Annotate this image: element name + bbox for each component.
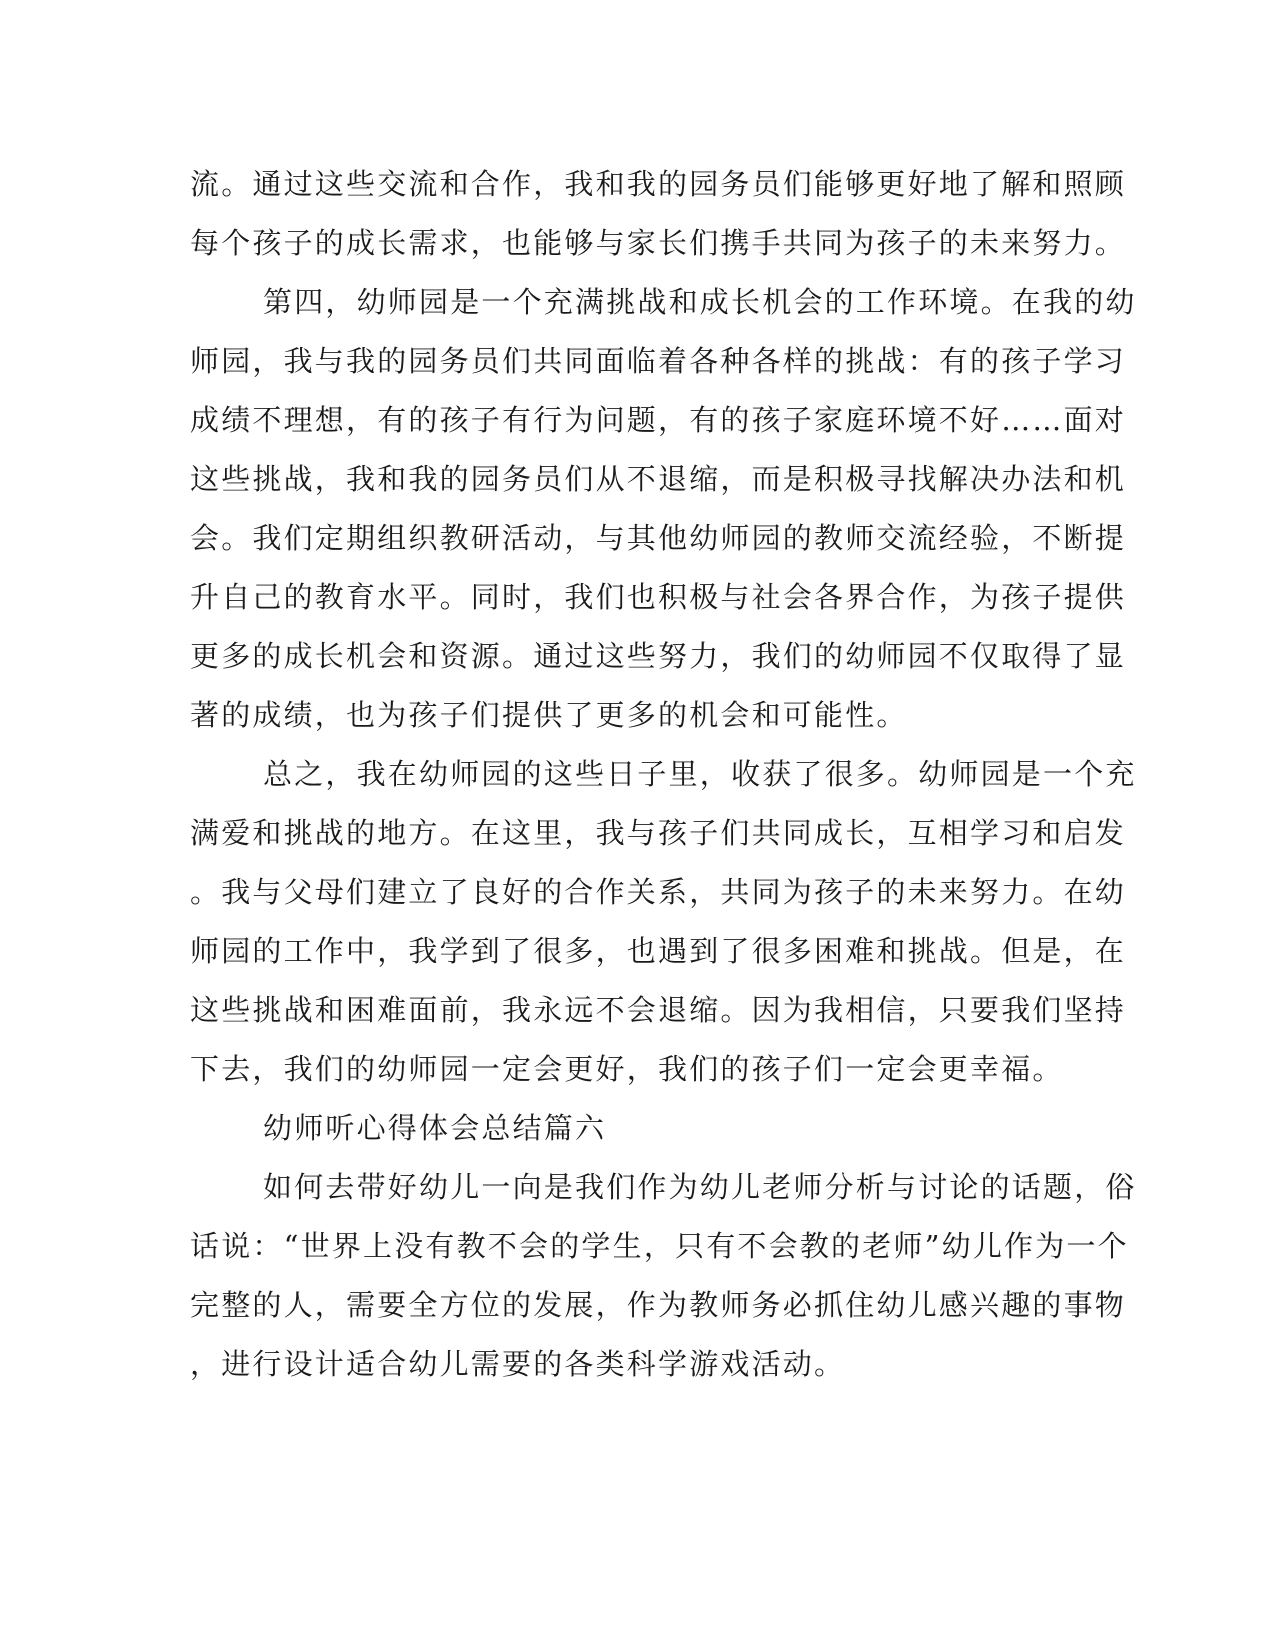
text-line: 这些挑战，我和我的园务员们从不退缩，而是积极寻找解决办法和机 — [190, 462, 1127, 496]
text-line: 这些挑战和困难面前，我永远不会退缩。因为我相信，只要我们坚持 — [190, 993, 1127, 1027]
text-line: 流。通过这些交流和合作，我和我的园务员们能够更好地了解和照顾 — [190, 167, 1127, 201]
paragraph-start-line: 第四，幼师园是一个充满挑战和成长机会的工作环境。在我的幼 — [263, 285, 1137, 319]
text-line: 升自己的教育水平。同时，我们也积极与社会各界合作，为孩子提供 — [190, 580, 1127, 614]
paragraph-start-line: 总之，我在幼师园的这些日子里，收获了很多。幼师园是一个充 — [263, 757, 1137, 791]
text-line: 师园的工作中，我学到了很多，也遇到了很多困难和挑战。但是，在 — [190, 934, 1127, 968]
text-line: 著的成绩，也为孩子们提供了更多的机会和可能性。 — [190, 698, 908, 732]
text-line: 满爱和挑战的地方。在这里，我与孩子们共同成长，互相学习和启发 — [190, 816, 1127, 850]
text-line: 成绩不理想，有的孩子有行为问题，有的孩子家庭环境不好……面对 — [190, 403, 1127, 437]
paragraph-start-line: 如何去带好幼儿一向是我们作为幼儿老师分析与讨论的话题，俗 — [263, 1170, 1137, 1204]
text-line: 下去，我们的幼师园一定会更好，我们的孩子们一定会更幸福。 — [190, 1052, 1064, 1086]
text-line: 话说：“世界上没有教不会的学生，只有不会教的老师”幼儿作为一个 — [190, 1229, 1129, 1263]
section-heading: 幼师听心得体会总结篇六 — [263, 1111, 607, 1145]
text-line: 师园，我与我的园务员们共同面临着各种各样的挑战：有的孩子学习 — [190, 344, 1127, 378]
text-line: 每个孩子的成长需求，也能够与家长们携手共同为孩子的未来努力。 — [190, 226, 1127, 260]
text-line: 更多的成长机会和资源。通过这些努力，我们的幼师园不仅取得了显 — [190, 639, 1127, 673]
text-line: 会。我们定期组织教研活动，与其他幼师园的教师交流经验，不断提 — [190, 521, 1127, 555]
text-line: ，进行设计适合幼儿需要的各类科学游戏活动。 — [190, 1347, 846, 1381]
text-line: 完整的人，需要全方位的发展，作为教师务必抓住幼儿感兴趣的事物 — [190, 1288, 1127, 1322]
text-line: 。我与父母们建立了良好的合作关系，共同为孩子的未来努力。在幼 — [190, 875, 1127, 909]
